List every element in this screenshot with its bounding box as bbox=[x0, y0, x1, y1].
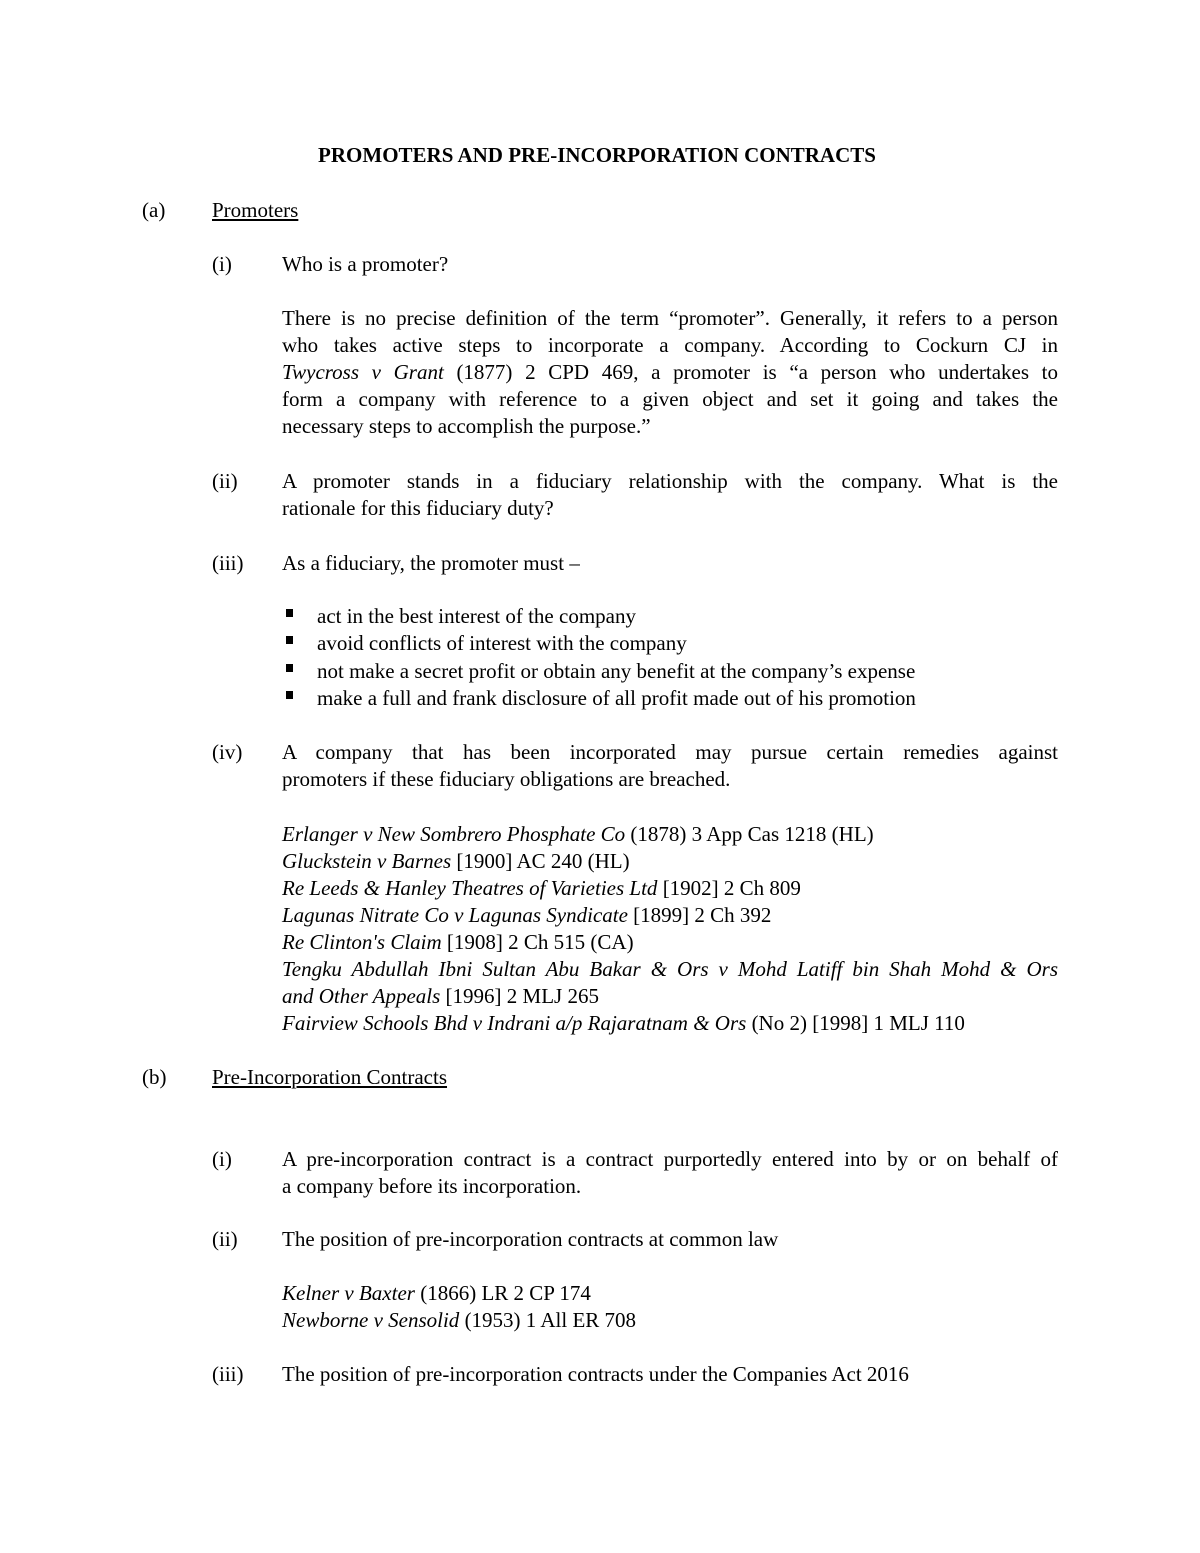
case-reference bbox=[282, 821, 874, 848]
item-a-iv-line-1: A company that has been incorporated may pursue certain remedies against bbox=[282, 740, 1058, 764]
bullet-icon bbox=[286, 636, 293, 644]
case-name: Re Leeds & Hanley Theatres of Varieties Ltd bbox=[282, 876, 658, 900]
case-name: and Other Appeals bbox=[282, 984, 441, 1008]
case-name: Lagunas Nitrate Co v Lagunas Syndicate bbox=[282, 903, 628, 927]
item-a-ii-line-1: A promoter stands in a fiduciary relationship with the company. What is the bbox=[282, 469, 1058, 493]
case-citation: (No 2) [1998] 1 MLJ 110 bbox=[746, 1011, 965, 1035]
case-name: Newborne v Sensolid bbox=[282, 1308, 460, 1332]
promoter-definition-line-1: There is no precise definition of the term “promoter”. Generally, it refers to a person bbox=[282, 306, 1058, 330]
case-citation: (1866) LR 2 CP 174 bbox=[414, 1281, 591, 1305]
section-b-marker: (b) bbox=[142, 1065, 167, 1089]
item-b-i-line-2: a company before its incorporation. bbox=[282, 1174, 582, 1198]
promoter-definition-line-3 bbox=[282, 359, 1058, 386]
case-citation: [1900] AC 240 (HL) bbox=[451, 849, 630, 873]
case-reference bbox=[282, 1010, 965, 1037]
bullet-item: avoid conflicts of interest with the company bbox=[317, 631, 687, 655]
case-reference bbox=[282, 983, 599, 1010]
case-reference bbox=[282, 956, 1058, 983]
bullet-item: not make a secret profit or obtain any benefit at the company’s expense bbox=[317, 659, 916, 683]
case-citation: [1996] 2 MLJ 265 bbox=[440, 984, 599, 1008]
item-b-iii-marker: (iii) bbox=[212, 1362, 244, 1386]
item-a-i-text: Who is a promoter? bbox=[282, 252, 449, 276]
case-name: Erlanger v New Sombrero Phosphate Co bbox=[282, 822, 626, 846]
case-name: Kelner v Baxter bbox=[282, 1281, 415, 1305]
case-name: Fairview Schools Bhd v Indrani a/p Rajaratnam & Ors bbox=[282, 1011, 747, 1035]
item-a-ii-line-2: rationale for this fiduciary duty? bbox=[282, 496, 554, 520]
section-a-marker: (a) bbox=[142, 198, 166, 222]
item-b-iii-text: The position of pre-incorporation contracts under the Companies Act 2016 bbox=[282, 1362, 909, 1386]
case-reference bbox=[282, 929, 634, 956]
item-a-iv-line-2: promoters if these fiduciary obligations are breached. bbox=[282, 767, 731, 791]
item-b-ii-text: The position of pre-incorporation contracts at common law bbox=[282, 1227, 779, 1251]
bullet-item: act in the best interest of the company bbox=[317, 604, 636, 628]
bullet-icon bbox=[286, 691, 293, 699]
item-b-i-marker: (i) bbox=[212, 1147, 232, 1171]
case-name: Re Clinton's Claim bbox=[282, 930, 442, 954]
promoter-definition-line-5: necessary steps to accomplish the purpose.” bbox=[282, 414, 651, 438]
item-a-ii-marker: (ii) bbox=[212, 469, 238, 493]
case-reference bbox=[282, 875, 801, 902]
case-citation: (1877) 2 CPD 469, a promoter is “a person who undertakes to bbox=[443, 360, 1059, 384]
section-b-heading: Pre-Incorporation Contracts bbox=[212, 1065, 448, 1089]
item-b-ii-marker: (ii) bbox=[212, 1227, 238, 1251]
item-b-i-line-1: A pre-incorporation contract is a contract purportedly entered into by or on behalf of bbox=[282, 1147, 1058, 1171]
case-citation: [1902] 2 Ch 809 bbox=[657, 876, 801, 900]
bullet-item: make a full and frank disclosure of all profit made out of his promotion bbox=[317, 686, 916, 710]
case-name: Twycross v Grant bbox=[282, 360, 444, 384]
bullet-icon bbox=[286, 664, 293, 672]
case-citation: [1899] 2 Ch 392 bbox=[627, 903, 772, 927]
case-reference bbox=[282, 1307, 636, 1334]
item-a-iii-text: As a fiduciary, the promoter must – bbox=[282, 551, 580, 575]
case-citation: (1878) 3 App Cas 1218 (HL) bbox=[625, 822, 874, 846]
promoter-definition-line-2: who takes active steps to incorporate a company. According to Cockurn CJ in bbox=[282, 333, 1058, 357]
case-citation: [1908] 2 Ch 515 (CA) bbox=[441, 930, 634, 954]
case-reference bbox=[282, 848, 630, 875]
bullet-icon bbox=[286, 609, 293, 617]
case-reference bbox=[282, 1280, 591, 1307]
page-title: PROMOTERS AND PRE-INCORPORATION CONTRACTS bbox=[318, 143, 876, 167]
case-name: Tengku Abdullah Ibni Sultan Abu Bakar & Ors v Mohd Latiff bin Shah Mohd & Ors bbox=[282, 957, 1058, 981]
case-name: Gluckstein v Barnes bbox=[282, 849, 452, 873]
item-a-iv-marker: (iv) bbox=[212, 740, 243, 764]
item-a-iii-marker: (iii) bbox=[212, 551, 244, 575]
case-citation: (1953) 1 All ER 708 bbox=[459, 1308, 637, 1332]
item-a-i-marker: (i) bbox=[212, 252, 232, 276]
promoter-definition-line-4: form a company with reference to a given object and set it going and takes the bbox=[282, 387, 1058, 411]
section-a-heading: Promoters bbox=[212, 198, 299, 222]
case-reference bbox=[282, 902, 771, 929]
